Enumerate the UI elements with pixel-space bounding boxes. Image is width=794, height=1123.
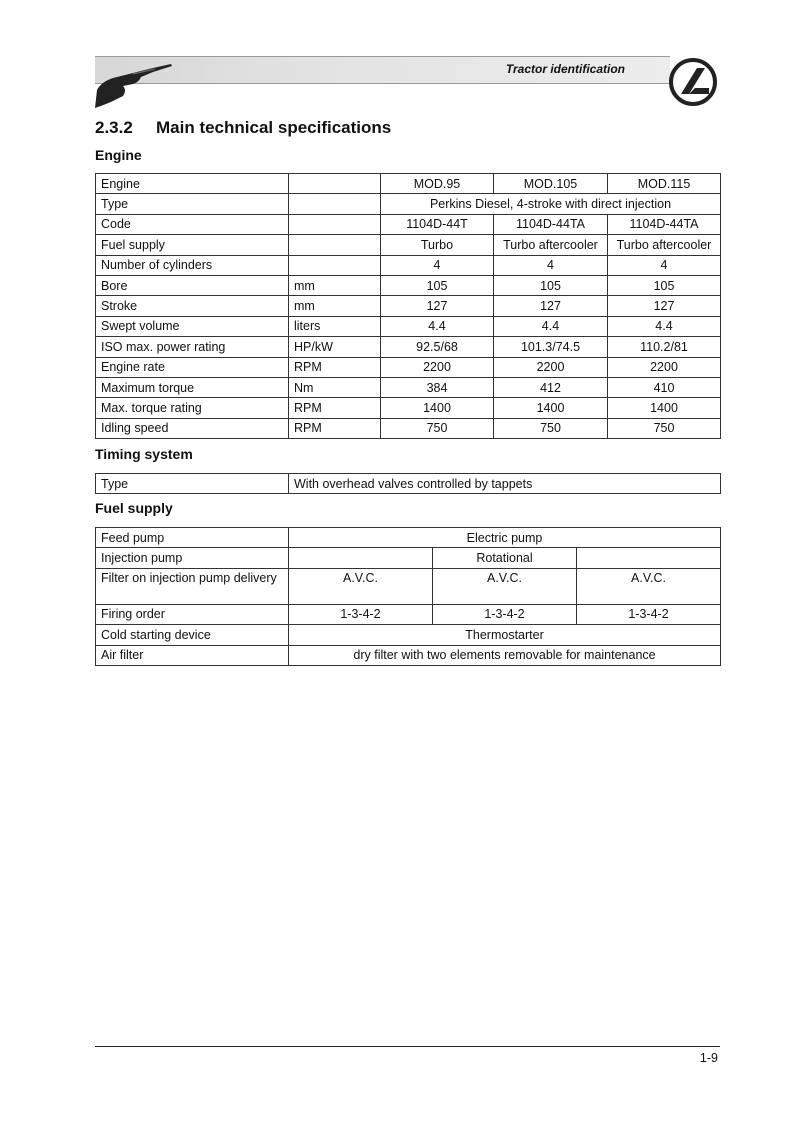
table-cell: HP/kW [289,337,381,357]
table-cell: 1400 [608,398,721,418]
table-cell: 105 [608,275,721,295]
table-row [96,316,721,336]
table-cell: RPM [289,418,381,438]
table-cell: dry filter with two elements removable for maintenance [289,645,721,665]
table-cell: 4.4 [494,316,608,336]
table-row [96,255,721,275]
table-cell: A.V.C. [433,568,577,604]
table-cell: A.V.C. [289,568,433,604]
table-cell: Filter on injection pump delivery [96,568,289,604]
table-cell: ISO max. power rating [96,337,289,357]
table-cell: Firing order [96,604,289,624]
table-cell: MOD.95 [381,174,494,194]
table-cell: Injection pump [96,548,289,568]
section-title [95,118,391,138]
table-cell [289,174,381,194]
table-cell [289,235,381,255]
engine-table [95,173,721,439]
table-cell [289,548,433,568]
table-cell: Feed pump [96,528,289,548]
table-cell: Rotational [433,548,577,568]
table-row [96,568,721,604]
table-cell: 1104D-44TA [608,214,721,234]
table-cell: 127 [494,296,608,316]
fuel-table [95,527,721,666]
table-cell: liters [289,316,381,336]
table-cell: Max. torque rating [96,398,289,418]
table-cell: 1104D-44TA [494,214,608,234]
table-cell: RPM [289,357,381,377]
table-row [96,275,721,295]
table-cell: Swept volume [96,316,289,336]
table-cell: MOD.115 [608,174,721,194]
table-cell: Engine [96,174,289,194]
brand-logo-icon [667,56,719,108]
table-cell: Cold starting device [96,625,289,645]
table-cell: 4.4 [381,316,494,336]
table-cell: Type [96,474,289,494]
timing-heading: Timing system [95,446,193,462]
table-cell [289,214,381,234]
page-number: 1-9 [699,1051,718,1065]
table-row [96,548,721,568]
table-cell: mm [289,275,381,295]
table-cell: 4 [381,255,494,275]
table-cell: 750 [608,418,721,438]
table-cell: 105 [494,275,608,295]
table-row [96,337,721,357]
section-title-text: Main technical specifications [156,118,392,137]
table-cell: 1-3-4-2 [433,604,577,624]
table-row [96,398,721,418]
table-cell: 750 [494,418,608,438]
fuel-heading: Fuel supply [95,500,173,516]
table-row [96,357,721,377]
table-cell [577,548,721,568]
table-cell: 4.4 [608,316,721,336]
table-cell: MOD.105 [494,174,608,194]
table-cell: 1-3-4-2 [577,604,721,624]
table-row [96,214,721,234]
table-cell: 2200 [608,357,721,377]
table-cell: Turbo aftercooler [494,235,608,255]
table-cell: Fuel supply [96,235,289,255]
table-row [96,296,721,316]
table-cell: 1400 [494,398,608,418]
table-cell: 4 [608,255,721,275]
table-cell: Bore [96,275,289,295]
table-row [96,604,721,624]
table-cell: Turbo [381,235,494,255]
table-row [96,235,721,255]
table-cell: With overhead valves controlled by tappets [289,474,721,494]
table-cell: Engine rate [96,357,289,377]
table-cell: RPM [289,398,381,418]
table-cell: 1400 [381,398,494,418]
table-cell: 110.2/81 [608,337,721,357]
table-cell: Maximum torque [96,377,289,397]
table-row [96,645,721,665]
table-cell: Turbo aftercooler [608,235,721,255]
table-cell: 750 [381,418,494,438]
table-cell: 2200 [381,357,494,377]
table-row [96,377,721,397]
section-number: 2.3.2 [95,118,133,137]
table-cell: Number of cylinders [96,255,289,275]
table-cell: 127 [381,296,494,316]
table-cell [289,255,381,275]
page-header [95,56,720,110]
table-cell: Idling speed [96,418,289,438]
table-cell: 1104D-44T [381,214,494,234]
table-cell: 101.3/74.5 [494,337,608,357]
table-cell: Type [96,194,289,214]
timing-table [95,473,721,494]
table-cell: Perkins Diesel, 4-stroke with direct injection [381,194,721,214]
table-row [96,418,721,438]
table-cell: 1-3-4-2 [289,604,433,624]
table-cell: mm [289,296,381,316]
pointing-hand-icon [93,60,175,110]
table-cell: Stroke [96,296,289,316]
table-cell: 105 [381,275,494,295]
table-cell: 92.5/68 [381,337,494,357]
footer-rule [95,1046,720,1047]
table-cell: 127 [608,296,721,316]
table-cell: Air filter [96,645,289,665]
table-row [96,474,721,494]
table-cell: 384 [381,377,494,397]
header-title: Tractor identification [505,62,625,76]
table-row [96,194,721,214]
table-cell: A.V.C. [577,568,721,604]
table-cell: Code [96,214,289,234]
table-cell: 410 [608,377,721,397]
table-row [96,528,721,548]
table-cell [289,194,381,214]
table-row [96,625,721,645]
engine-heading: Engine [95,147,142,163]
table-cell: Electric pump [289,528,721,548]
table-cell: Thermostarter [289,625,721,645]
table-cell: 4 [494,255,608,275]
table-row [96,174,721,194]
table-cell: 412 [494,377,608,397]
table-cell: Nm [289,377,381,397]
table-cell: 2200 [494,357,608,377]
